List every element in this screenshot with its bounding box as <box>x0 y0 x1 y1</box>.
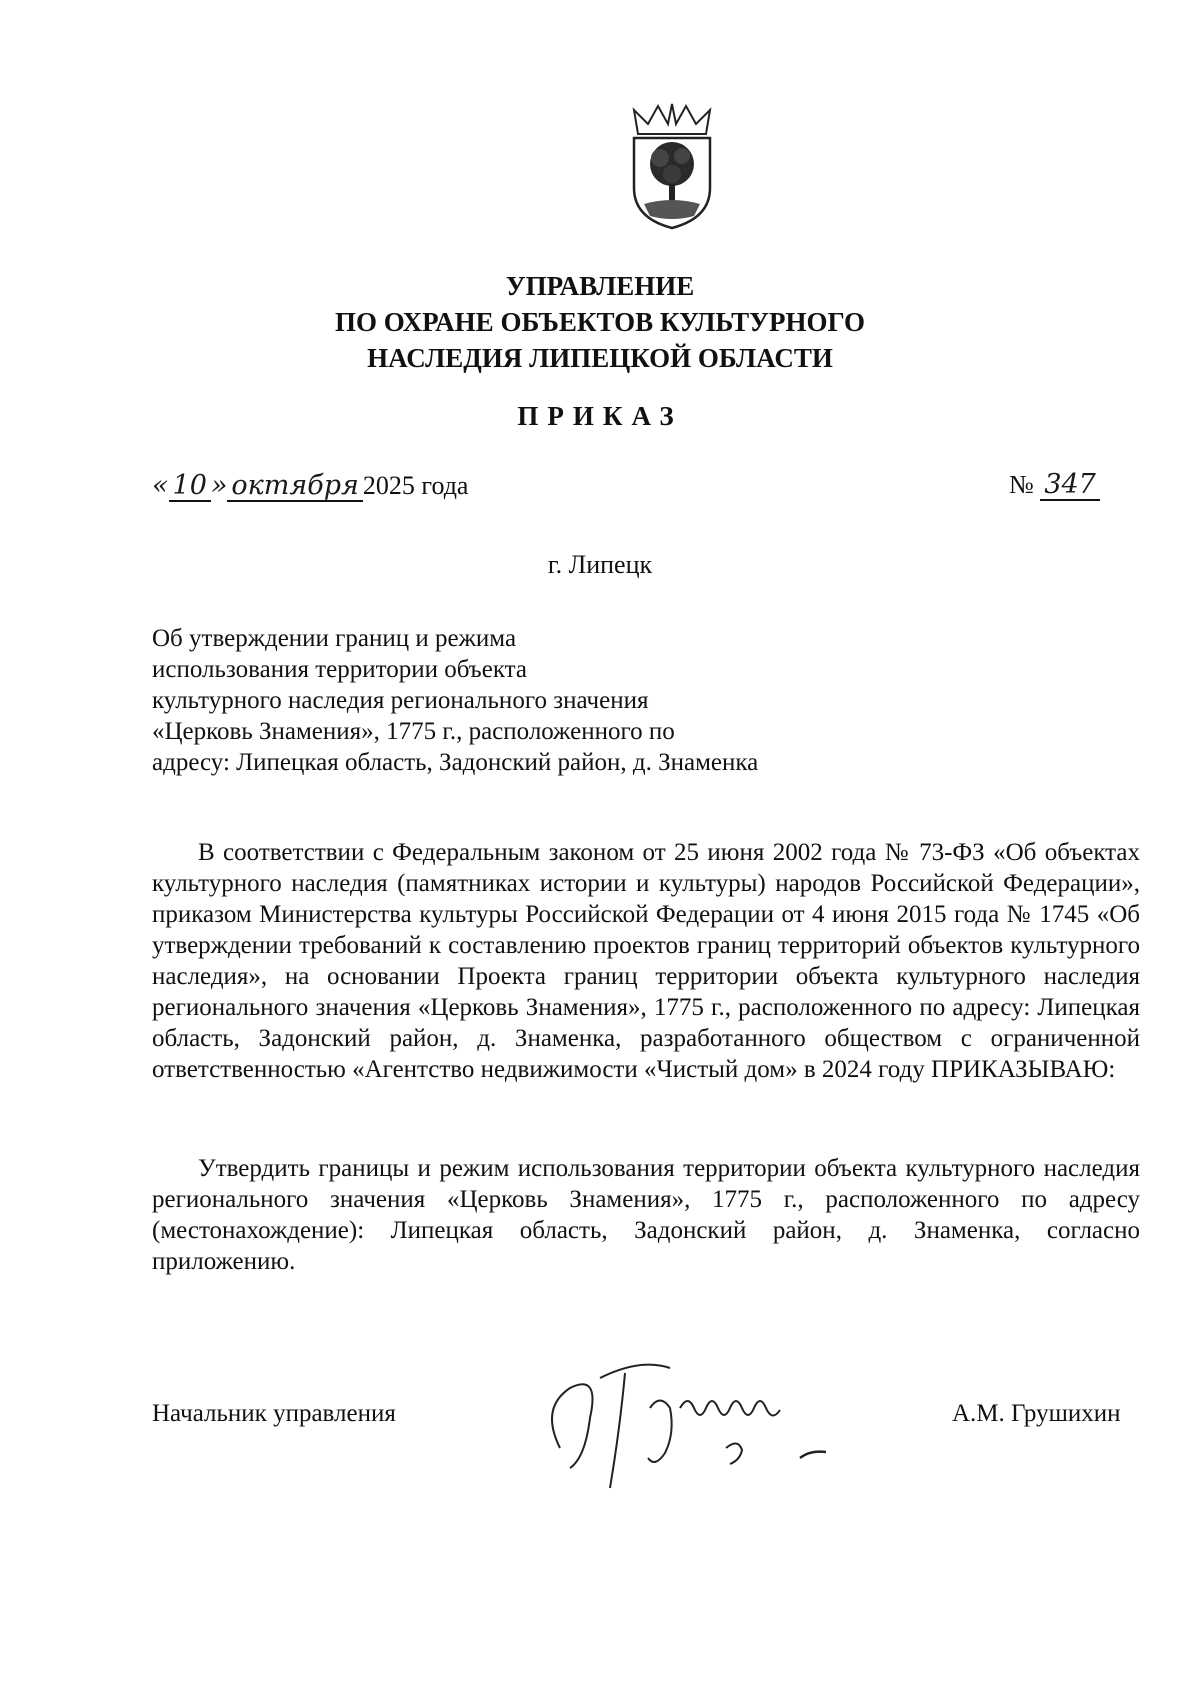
handwritten-signature <box>530 1338 870 1498</box>
document-type: ПРИКАЗ <box>517 401 683 431</box>
body-paragraph-1: В соответствии с Федеральным законом от 25 июня 2002 года № 73-ФЗ «Об объектах культурного наследия (памятниках истории и культуры) народов Российской Федерации», приказом Министерства культуры Российской Федерации от 4 июня 2015 года № 1745 «Об утверждении требований к составлению проектов границ территорий объектов культурного наследия», на основании Проекта границ территории объекта культурного наследия регионального значения «Церковь Знамения», 1775 г., расположенного по адресу: Липецкая область, Задонский район, д. Знаменка, разработанного обществом с ограниченной ответственностью «Агентство недвижимости «Чистый дом» в 2024 году ПРИКАЗЫВАЮ: <box>152 839 1140 1083</box>
agency-header-line-3: НАСЛЕДИЯ ЛИПЕЦКОЙ ОБЛАСТИ <box>367 343 833 373</box>
subject-line: Об утверждении границ и режима <box>152 625 517 652</box>
date-close-quote: » <box>210 470 228 501</box>
order-date <box>152 470 468 502</box>
order-subject <box>152 623 758 778</box>
city: г. Липецк <box>547 550 653 579</box>
coat-of-arms-icon <box>624 100 720 230</box>
order-number-label: № <box>1009 470 1034 499</box>
signatory-title: Начальник управления <box>152 1400 396 1427</box>
body-paragraph-2: Утвердить границы и режим использования территории объекта культурного наследия регионального значения «Церковь Знамения», 1775 г., расположенного по адресу (местонахождение): Липецкая область, Задонский район, д. Знаменка, согласно приложению. <box>152 1155 1140 1275</box>
subject-line: «Церковь Знамения», 1775 г., расположенного по <box>152 718 675 745</box>
date-year: 2025 года <box>362 471 469 500</box>
subject-line: адресу: Липецкая область, Задонский район, д. Знаменка <box>152 749 759 776</box>
date-day: 10 <box>169 472 211 502</box>
agency-header-line-2: ПО ОХРАНЕ ОБЪЕКТОВ КУЛЬТУРНОГО <box>335 307 865 337</box>
signatory-name: А.М. Грушихин <box>952 1400 1121 1427</box>
agency-header-line-1: УПРАВЛЕНИЕ <box>505 271 695 301</box>
order-number-value: 347 <box>1040 471 1100 501</box>
agency-header <box>0 268 1200 376</box>
order-number <box>1009 470 1100 501</box>
subject-line: использования территории объекта <box>152 656 527 683</box>
date-month: октября <box>227 472 363 502</box>
date-open-quote: « <box>152 470 169 501</box>
subject-line: культурного наследия регионального значения <box>152 687 649 714</box>
